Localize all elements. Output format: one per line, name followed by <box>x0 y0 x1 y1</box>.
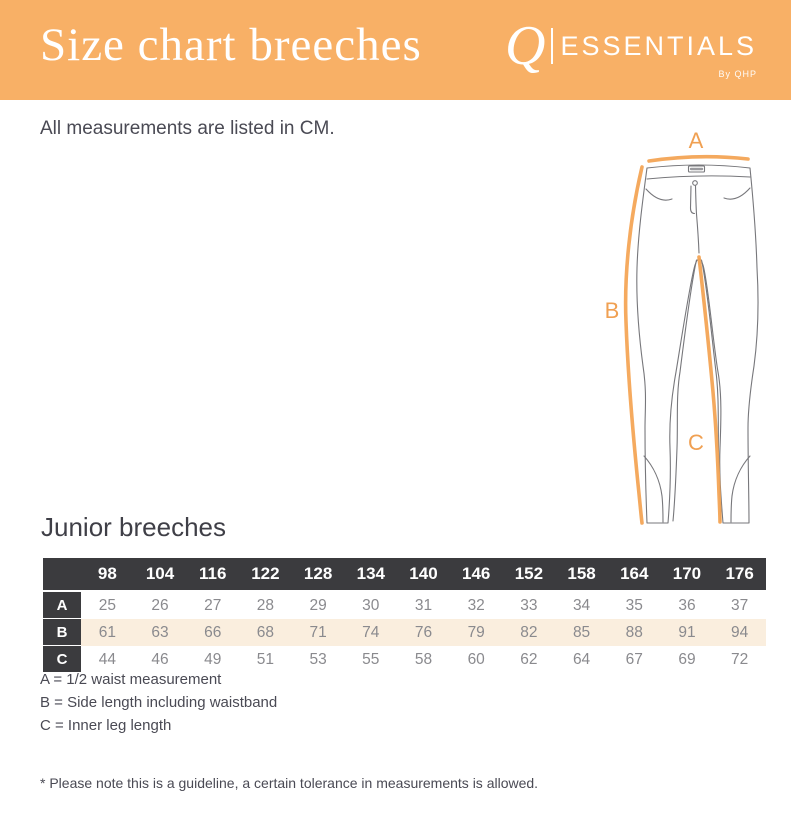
size-value-cell: 55 <box>362 650 380 668</box>
logo-divider <box>551 28 553 64</box>
row-label: A <box>43 592 81 619</box>
size-table <box>43 558 766 673</box>
size-column-header: 122 <box>251 564 280 583</box>
size-value-cell: 74 <box>344 619 397 646</box>
size-column-header: 98 <box>97 564 117 583</box>
size-value-cell: 26 <box>151 596 169 614</box>
brand-logo <box>504 15 757 79</box>
legend-item-b: B = Side length including waistband <box>40 694 278 711</box>
size-value-cell: 79 <box>450 619 503 646</box>
logo-byline: By QHP <box>718 69 757 79</box>
size-value-cell: 63 <box>134 619 187 646</box>
size-value-cell: 30 <box>362 596 380 614</box>
page-title: Size chart breeches <box>40 19 422 71</box>
size-value-cell: 36 <box>678 596 696 614</box>
size-value-cell: 64 <box>572 650 591 668</box>
size-value-cell: 91 <box>661 619 714 646</box>
size-value-cell: 85 <box>555 619 608 646</box>
table-row <box>43 592 766 619</box>
measure-label-c: C <box>688 430 704 455</box>
size-value-cell: 27 <box>204 596 222 614</box>
tolerance-footnote: * Please note this is a guideline, a certain tolerance in measurements is allowed. <box>40 775 539 791</box>
logo-name: ESSENTIALS <box>560 31 757 61</box>
row-label: C <box>43 646 81 673</box>
measure-label-b: B <box>604 298 620 323</box>
size-value-cell: 67 <box>625 650 643 668</box>
size-value-cell: 60 <box>467 650 485 668</box>
size-value-cell: 32 <box>467 596 485 614</box>
size-value-cell: 76 <box>397 619 450 646</box>
size-column-header: 170 <box>672 564 702 583</box>
size-column-header: 164 <box>620 564 649 583</box>
row-label: B <box>43 619 81 646</box>
size-value-cell: 37 <box>731 596 749 614</box>
size-value-cell: 72 <box>731 650 749 668</box>
measure-line-a <box>649 157 748 161</box>
header-banner <box>0 0 791 100</box>
size-value-cell: 58 <box>414 650 433 668</box>
size-table-body <box>43 592 766 673</box>
measure-label-a: A <box>688 128 704 153</box>
size-value-cell: 69 <box>678 650 696 668</box>
size-value-cell: 46 <box>151 650 169 668</box>
size-value-cell: 44 <box>98 650 116 668</box>
size-value-cell: 66 <box>186 619 239 646</box>
size-column-header: 152 <box>514 564 544 583</box>
size-value-cell: 31 <box>414 596 433 614</box>
size-value-cell: 25 <box>98 596 116 614</box>
size-value-cell: 33 <box>520 596 538 614</box>
size-value-cell: 34 <box>572 596 591 614</box>
size-value-cell: 68 <box>239 619 292 646</box>
size-value-cell: 35 <box>625 596 643 614</box>
size-value-cell: 82 <box>503 619 556 646</box>
size-value-cell: 29 <box>309 596 327 614</box>
section-title: Junior breeches <box>41 512 226 542</box>
size-column-header: 176 <box>725 564 754 583</box>
size-value-cell: 51 <box>256 650 275 668</box>
size-column-header: 104 <box>145 564 175 583</box>
legend-item-c: C = Inner leg length <box>40 717 172 734</box>
table-row <box>43 619 766 646</box>
size-column-header: 116 <box>199 564 227 583</box>
size-column-header: 146 <box>462 564 491 583</box>
measure-line-b <box>626 167 642 523</box>
size-column-header: 158 <box>567 564 596 583</box>
size-column-header: 134 <box>356 564 385 583</box>
size-value-cell: 28 <box>256 596 275 614</box>
legend-item-a: A = 1/2 waist measurement <box>40 671 222 688</box>
size-column-header: 140 <box>409 564 438 583</box>
size-value-cell: 49 <box>204 650 222 668</box>
breeches-diagram <box>592 126 791 556</box>
button <box>693 181 698 186</box>
size-value-cell: 94 <box>713 619 766 646</box>
logo-q-mark: Q <box>504 15 546 77</box>
size-value-cell: 62 <box>520 650 538 668</box>
measurement-note: All measurements are listed in CM. <box>40 118 335 139</box>
size-value-cell: 61 <box>81 619 134 646</box>
size-table-corner <box>43 558 81 590</box>
size-value-cell: 88 <box>608 619 661 646</box>
size-value-cell: 53 <box>309 650 327 668</box>
size-value-cell: 71 <box>292 619 345 646</box>
size-column-header: 128 <box>303 564 333 583</box>
measurement-legend <box>40 668 277 737</box>
size-table-header-row <box>43 558 766 590</box>
